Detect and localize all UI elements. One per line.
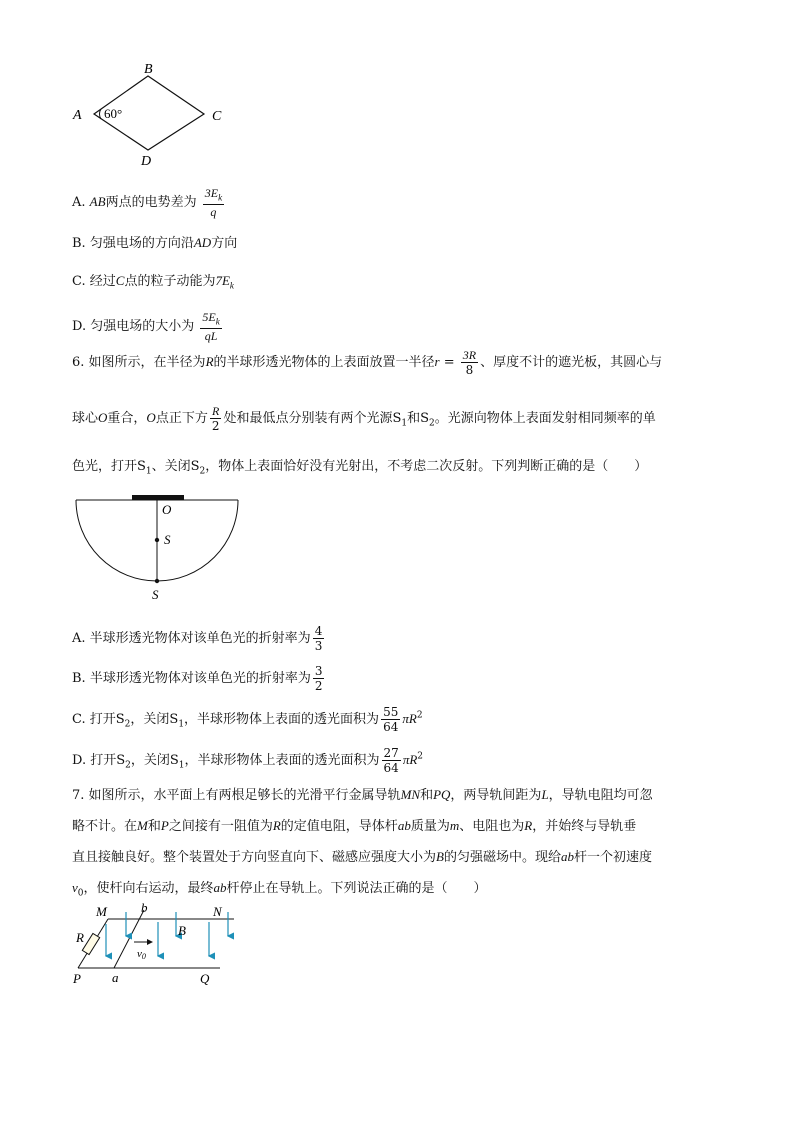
label-angle: 60° <box>104 106 123 121</box>
source-s2-dot <box>155 579 159 583</box>
q5-option-b[interactable] <box>72 234 237 253</box>
option-text: 匀强电场的大小为 <box>90 319 195 335</box>
label-D: D <box>141 154 152 168</box>
option-letter: D. <box>72 319 87 335</box>
fraction: $\frac{3R}{8}$ <box>462 348 477 377</box>
label-S-mid: S <box>164 532 171 547</box>
var-ab: AB <box>89 194 106 210</box>
label-a: a <box>112 970 119 985</box>
option-letter: A. <box>72 195 86 211</box>
hemisphere-figure <box>70 488 250 603</box>
option-text: 两点的电势差为 <box>105 195 197 211</box>
q6-option-d[interactable]: D. 打开$S_2$，关闭$S_1$，半球形物体上表面的透光面积为 $\frac{27}{64}$ $\pi R^2$ <box>72 746 424 775</box>
label-Q: Q <box>200 971 210 986</box>
label-R: R <box>76 930 84 945</box>
q7-line-3: 直且接触良好。整个装置处于方向竖直向下、磁感应强度大小为B的匀强磁场中。现给ab杆一个初速度 <box>72 849 652 865</box>
q6-option-c[interactable]: C. 打开$S_2$，关闭$S_1$，半球形物体上表面的透光面积为 $\frac{55}{64}$ $\pi R^2$ <box>72 705 423 734</box>
q6-line-2: 球心O重合，O点正下方 $\frac{R}{2}$ 处和最低点分别装有两个光源$S_1$和$S_2$。光源向物体上表面发射相同频率的单 <box>72 404 656 433</box>
label-M: M <box>96 904 107 919</box>
rhombus-figure <box>70 58 240 168</box>
option-text: 匀强电场的方向沿 <box>89 236 194 251</box>
label-A: A <box>73 108 82 123</box>
q6-option-b[interactable]: B. 半球形透光物体对该单色光的折射率为 $\frac{3}{2}$ <box>72 664 323 693</box>
label-O: O <box>162 502 172 517</box>
q7-line-1: 7. 如图所示，水平面上有两根足够长的光滑平行金属导轨MN和PQ，两导轨间距为L，导轨电阻均可忽 <box>72 787 653 803</box>
q5-option-a[interactable] <box>72 186 226 219</box>
label-N: N <box>213 904 222 919</box>
fraction: $\frac{27}{64}$ <box>383 746 399 775</box>
fraction: $\frac{4}{3}$ <box>314 624 323 653</box>
light-shield <box>132 495 184 500</box>
var-c: C <box>115 273 125 288</box>
source-s1-dot <box>155 538 159 542</box>
q7-line-2: 略不计。在M和P之间接有一阻值为R的定值电阻，导体杆ab质量为m、电阻也为R，并始终与导轨垂 <box>72 818 637 834</box>
label-S-bottom: S <box>152 587 159 602</box>
label-B: B <box>144 62 153 77</box>
fraction: $\frac{55}{64}$ <box>383 705 399 734</box>
fraction: $\frac{3E_k}{q}$ <box>204 186 223 220</box>
label-b: b <box>141 900 148 915</box>
question-number: 6. <box>72 355 85 370</box>
label-C: C <box>212 109 222 124</box>
option-text-tail: 方向 <box>211 236 238 251</box>
label-v0: v0 <box>137 948 146 961</box>
q6-option-a[interactable]: A. 半球形透光物体对该单色光的折射率为 $\frac{4}{3}$ <box>72 624 323 653</box>
var-ad: AD <box>193 235 212 250</box>
rails-figure <box>72 900 252 990</box>
label-P: P <box>73 971 81 986</box>
fraction: $\frac{5E_k}{qL}$ <box>202 310 220 344</box>
label-B: B <box>178 923 186 938</box>
q5-option-c[interactable]: C. 经过C点的粒子动能为$7E_k$ <box>72 273 234 291</box>
fraction: $\frac{3}{2}$ <box>314 664 323 693</box>
q5-option-d[interactable] <box>72 310 224 343</box>
resistor <box>82 933 99 954</box>
fraction: $\frac{R}{2}$ <box>211 404 220 433</box>
option-letter: B. <box>72 236 86 251</box>
q7-line-4: $v_0$，使杆向右运动，最终ab杆停止在导轨上。下列说法正确的是（ ） <box>72 880 487 899</box>
option-letter: C. <box>72 274 86 289</box>
q6-line-3: 色光，打开$S_1$、关闭$S_2$，物体上表面恰好没有光射出，不考虑二次反射。下列判断正确的是（ ） <box>72 459 648 477</box>
option-text: 经过 <box>89 274 116 289</box>
value: 7E <box>215 273 230 288</box>
q6-line-1: 6. 如图所示，在半径为R的半球形透光物体的上表面放置一半径r = $\frac{3R}{8}$ 、厚度不计的遮光板，其圆心与 <box>72 348 663 377</box>
question-number: 7. <box>72 788 85 803</box>
angle-arc <box>99 109 101 119</box>
option-text-mid: 点的粒子动能为 <box>124 274 216 289</box>
